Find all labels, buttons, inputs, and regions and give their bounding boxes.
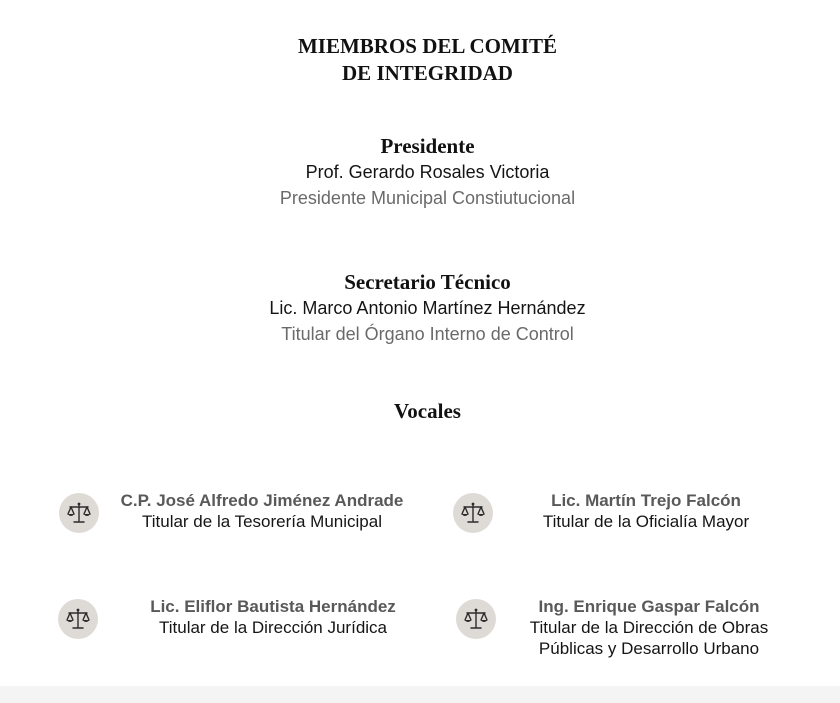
- vocal-role: Titular de la Oficialía Mayor: [542, 512, 750, 531]
- scales-of-justice-icon: [59, 493, 99, 533]
- president-heading: Presidente: [380, 134, 475, 158]
- president-section: [0, 133, 840, 211]
- vocal-role: Titular de la Tesorería Municipal: [141, 512, 382, 531]
- vocal-role: Titular de la Dirección Jurídica: [158, 618, 387, 637]
- document-title-line-2: DE INTEGRIDAD: [342, 61, 513, 85]
- document-title-line-1: MIEMBROS DEL COMITÉ: [297, 34, 558, 58]
- president-name: Prof. Gerardo Rosales Victoria: [305, 162, 550, 182]
- secretary-role: Titular del Órgano Interno de Control: [281, 324, 574, 344]
- vocal-role: Titular de la Dirección de Obras Públicas y Desarrollo Urbano: [529, 618, 769, 658]
- vocal-member: [453, 490, 794, 533]
- president-role: Presidente Municipal Constiutucional: [279, 188, 576, 208]
- secretary-name: Lic. Marco Antonio Martínez Hernández: [269, 298, 586, 318]
- secretary-heading: Secretario Técnico: [344, 270, 511, 294]
- vocal-member: [456, 596, 794, 659]
- vocal-name: Lic. Eliflor Bautista Hernández: [150, 597, 396, 616]
- vocal-member: [58, 596, 433, 639]
- vocal-name: C.P. José Alfredo Jiménez Andrade: [120, 491, 404, 510]
- scales-of-justice-icon: [453, 493, 493, 533]
- page-bottom-band: [0, 686, 840, 703]
- vocales-heading: Vocales: [394, 399, 461, 423]
- vocal-name: Ing. Enrique Gaspar Falcón: [538, 597, 760, 616]
- secretary-section: [0, 269, 840, 347]
- vocal-member: [59, 490, 420, 533]
- scales-of-justice-icon: [456, 599, 496, 639]
- vocales-section: [0, 398, 840, 424]
- document-title: [0, 33, 840, 87]
- vocal-name: Lic. Martín Trejo Falcón: [551, 491, 741, 510]
- scales-of-justice-icon: [58, 599, 98, 639]
